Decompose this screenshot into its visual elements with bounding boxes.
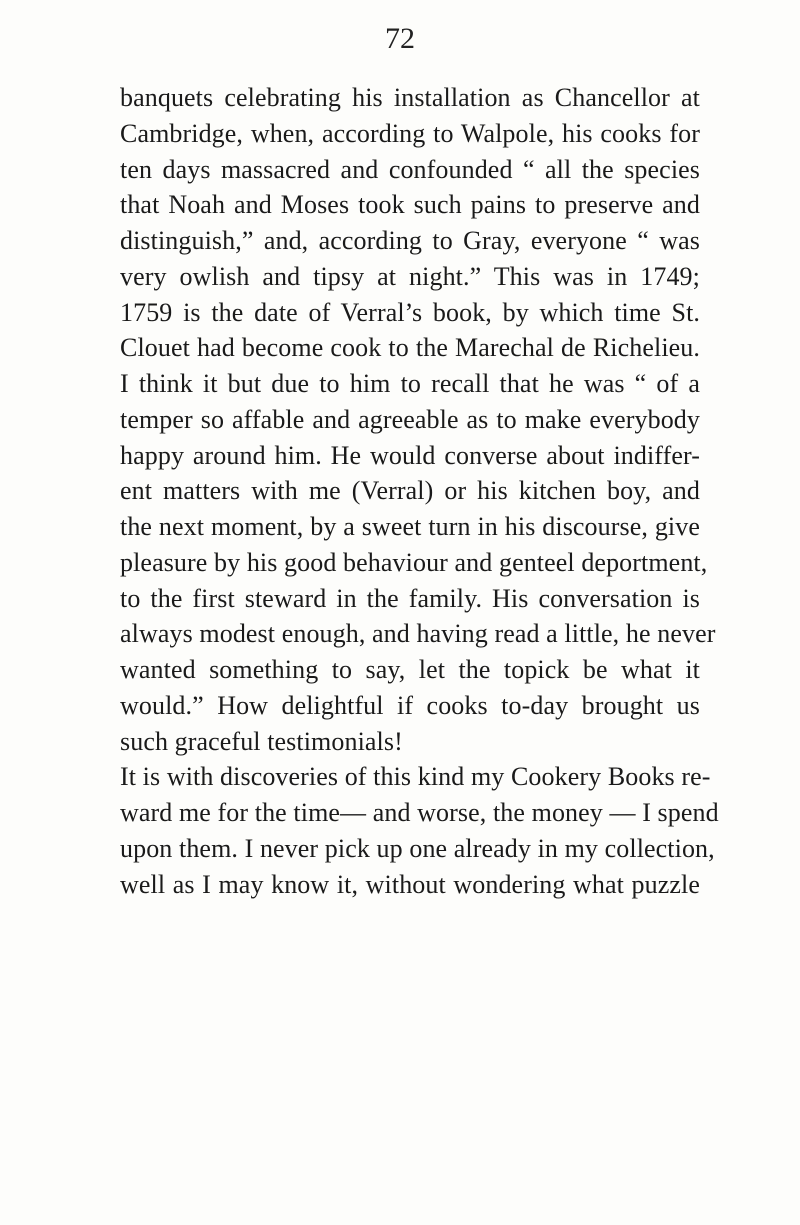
text-line: always modest enough, and having read a little, he never (120, 619, 716, 649)
text-line: ten days massacred and confounded “ all the species (120, 154, 700, 184)
body-text (120, 80, 719, 902)
text-line: well as I may know it, without wondering what puzzle (120, 869, 700, 899)
text-line: upon them. I never pick up one already in my collection, (120, 833, 715, 863)
text-line: wanted something to say, let the topick be what it (120, 655, 700, 684)
text-line: ward me for the time— and worse, the money — I spend (120, 798, 719, 827)
text-line: I think it but due to him to recall that he was “ of a (120, 369, 700, 398)
text-line: It is with discoveries of this kind my Cookery Books re- (120, 762, 711, 792)
text-line: Clouet had become cook to the Marechal de Richelieu. (120, 333, 700, 363)
text-line: pleasure by his good behaviour and genteel deportment, (120, 547, 708, 577)
text-line: happy around him. He would converse about indiffer- (120, 440, 700, 470)
text-line: temper so affable and agreeable as to make everybody (120, 404, 700, 434)
text-line: such graceful testimonials! (120, 726, 403, 756)
text-line: ent matters with me (Verral) or his kitchen boy, and (120, 476, 700, 506)
text-line: would.” How delightful if cooks to-day brought us (120, 690, 700, 720)
text-line: banquets celebrating his installation as Chancellor at (120, 83, 700, 112)
text-line: distinguish,” and, according to Gray, everyone “ was (120, 226, 700, 255)
text-line: to the first steward in the family. His conversation is (120, 583, 700, 613)
text-line: Cambridge, when, according to Walpole, his cooks for (120, 118, 700, 148)
text-line: that Noah and Moses took such pains to preserve and (120, 190, 700, 220)
page-number: 72 (385, 22, 415, 55)
text-line: very owlish and tipsy at night.” This was in 1749; (120, 261, 700, 291)
text-line: 1759 is the date of Verral’s book, by which time St. (120, 297, 700, 327)
text-line: the next moment, by a sweet turn in his discourse, give (120, 512, 700, 541)
